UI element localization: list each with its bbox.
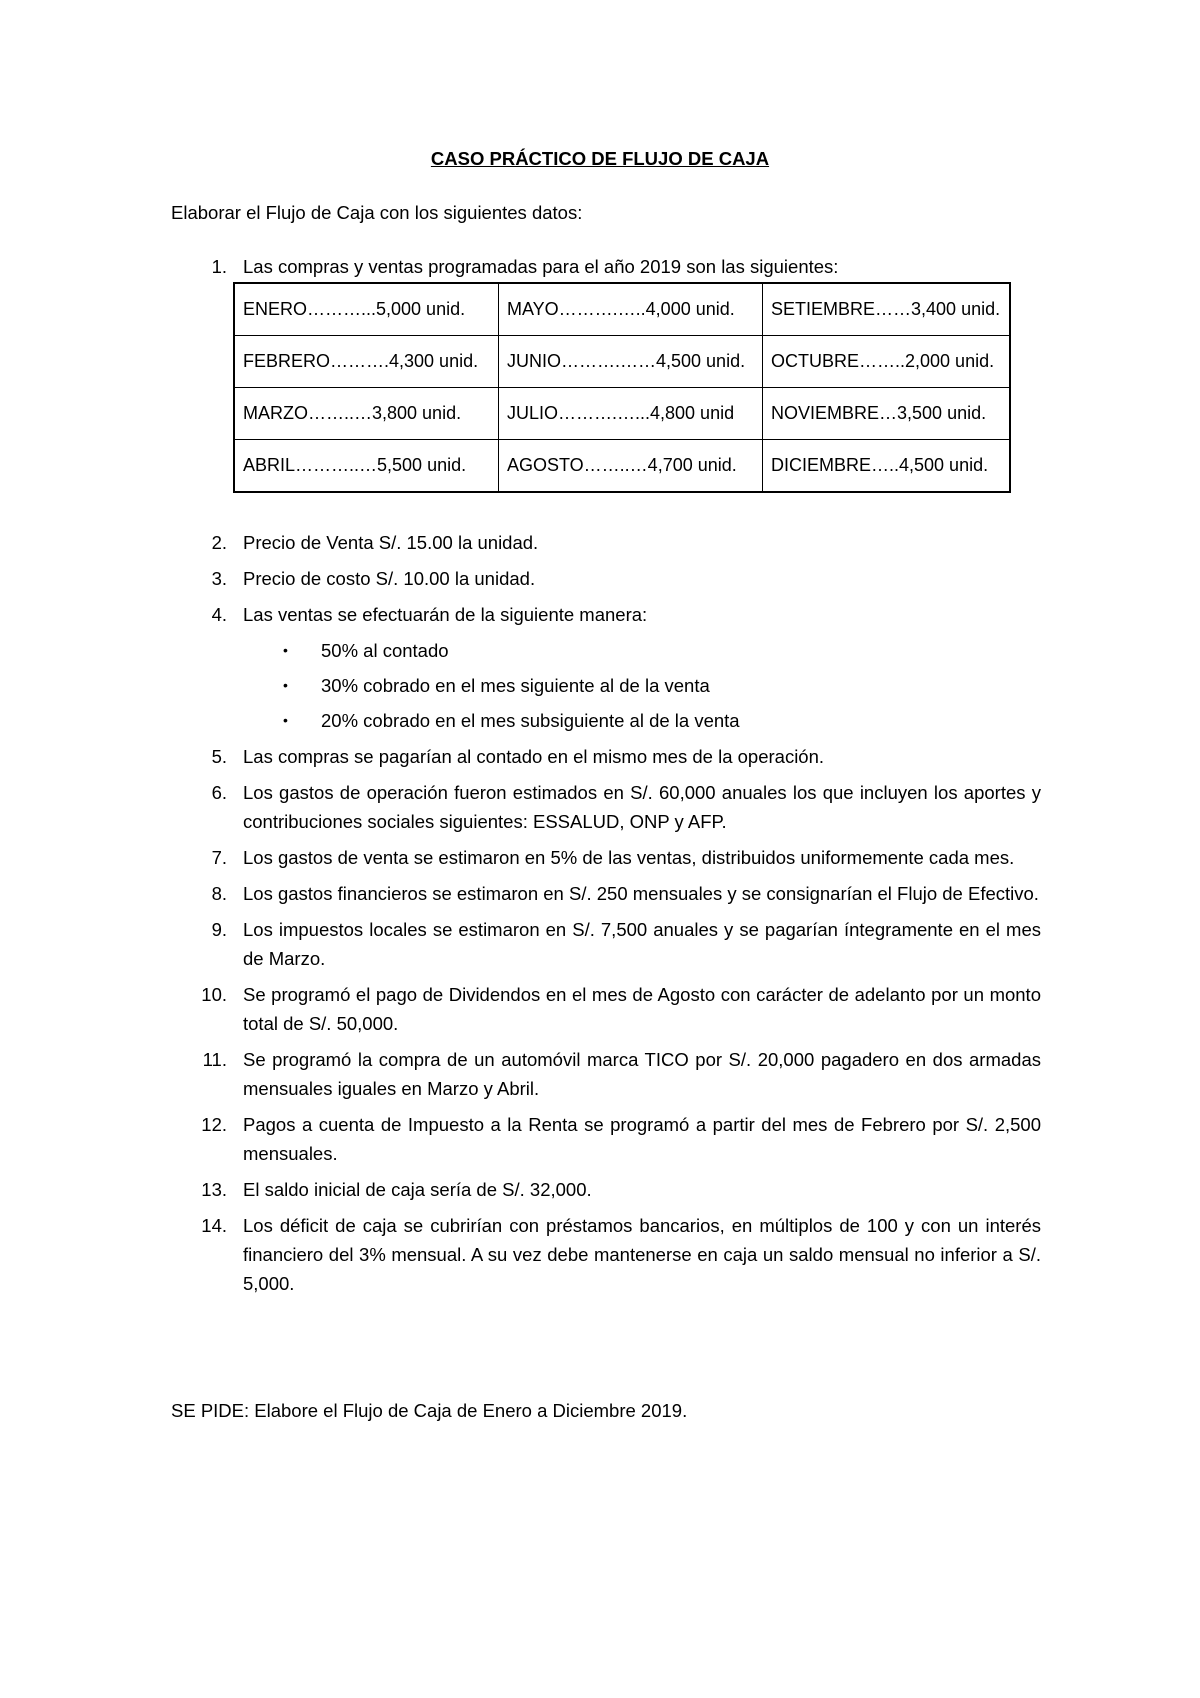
item-number: 5. <box>211 746 227 767</box>
item-number: 11. <box>202 1049 227 1070</box>
item-text: Se programó el pago de Dividendos en el mes de Agosto con carácter de adelanto por un monto total de S/. 50,000. <box>243 984 1041 1034</box>
item-number: 2. <box>211 532 227 553</box>
list-item-11 <box>171 1045 1041 1103</box>
item-text: Las compras se pagarían al contado en el mismo mes de la operación. <box>243 746 825 767</box>
item-text: Las ventas se efectuarán de la siguiente manera: <box>243 604 648 625</box>
bullet-text: 50% al contado <box>321 640 449 661</box>
table-cell: FEBRERO……….4,300 unid. <box>234 336 499 388</box>
bullet-list <box>171 636 1041 735</box>
item-text: Los gastos financieros se estimaron en S/. 250 mensuales y se consignarían el Flujo de Efectivo. <box>243 883 1039 904</box>
table-row <box>234 440 1010 493</box>
list-item-5 <box>171 742 1041 771</box>
item-number: 8. <box>211 883 227 904</box>
item-number: 13. <box>201 1179 227 1200</box>
table-cell: ABRIL………..…5,500 unid. <box>234 440 499 493</box>
table-cell: MARZO……..…3,800 unid. <box>234 388 499 440</box>
table-cell: ENERO………...5,000 unid. <box>234 283 499 336</box>
list-item-14 <box>171 1211 1041 1298</box>
table-cell: JUNIO……….……4,500 unid. <box>499 336 763 388</box>
table-cell: SETIEMBRE……3,400 unid. <box>763 283 1011 336</box>
item-text: Los gastos de operación fueron estimados en S/. 60,000 anuales los que incluyen los aportes y contribuciones sociales siguientes: ESSALUD, ONP y AFP. <box>243 782 1041 832</box>
bullet-item <box>171 636 1041 665</box>
page-title: CASO PRÁCTICO DE FLUJO DE CAJA <box>430 148 770 169</box>
list-item-12 <box>171 1110 1041 1168</box>
list-item-4 <box>171 600 1041 629</box>
bullet-text: 20% cobrado en el mes subsiguiente al de la venta <box>321 710 740 731</box>
numbered-list <box>171 528 1041 1305</box>
bullet-icon: • <box>283 677 288 693</box>
list-item-10 <box>171 980 1041 1038</box>
item-number: 6. <box>211 782 227 803</box>
item-text: Los impuestos locales se estimaron en S/. 7,500 anuales y se pagarían íntegramente en el mes de Marzo. <box>243 919 1041 969</box>
item-number: 10. <box>201 984 227 1005</box>
item-number: 3. <box>211 568 227 589</box>
item-number: 12. <box>201 1114 227 1135</box>
units-table <box>233 282 1011 493</box>
table-row <box>234 388 1010 440</box>
item-text: Precio de Venta S/. 15.00 la unidad. <box>243 532 539 553</box>
bullet-icon: • <box>283 642 288 658</box>
table-cell: DICIEMBRE…..4,500 unid. <box>763 440 1011 493</box>
intro-text: Elaborar el Flujo de Caja con los siguientes datos: <box>171 202 583 223</box>
item-text: Precio de costo S/. 10.00 la unidad. <box>243 568 536 589</box>
table-cell: AGOSTO……..…4,700 unid. <box>499 440 763 493</box>
table-cell: OCTUBRE……..2,000 unid. <box>763 336 1011 388</box>
list-item-8 <box>171 879 1041 908</box>
se-pide-text: SE PIDE: Elabore el Flujo de Caja de Enero a Diciembre 2019. <box>171 1400 688 1421</box>
table-cell: JULIO……….…...4,800 unid <box>499 388 763 440</box>
list-item-13 <box>171 1175 1041 1204</box>
list-item-3 <box>171 564 1041 593</box>
item-number: 14. <box>201 1215 227 1236</box>
list-item-2 <box>171 528 1041 557</box>
item-text: Los gastos de venta se estimaron en 5% de las ventas, distribuidos uniformemente cada mes. <box>243 847 1015 868</box>
item-number: 1. <box>211 256 227 277</box>
item-number: 9. <box>211 919 227 940</box>
list-item-7 <box>171 843 1041 872</box>
item-text: El saldo inicial de caja sería de S/. 32,000. <box>243 1179 592 1200</box>
bullet-text: 30% cobrado en el mes siguiente al de la venta <box>321 675 710 696</box>
bullet-item <box>171 706 1041 735</box>
bullet-item <box>171 671 1041 700</box>
list-item-9 <box>171 915 1041 973</box>
item-number: 7. <box>211 847 227 868</box>
item-number: 4. <box>211 604 227 625</box>
item-text: Pagos a cuenta de Impuesto a la Renta se programó a partir del mes de Febrero por S/. 2,500 mensuales. <box>243 1114 1041 1164</box>
item-text: Los déficit de caja se cubrirían con préstamos bancarios, en múltiplos de 100 y con un interés financiero del 3% mensual. A su vez debe mantenerse en caja un saldo mensual no inferior a S/. 5,000. <box>243 1215 1041 1294</box>
table-row <box>234 336 1010 388</box>
item-text: Se programó la compra de un automóvil marca TICO por S/. 20,000 pagadero en dos armadas mensuales iguales en Marzo y Abril. <box>243 1049 1041 1099</box>
bullet-icon: • <box>283 712 288 728</box>
table-cell: NOVIEMBRE…3,500 unid. <box>763 388 1011 440</box>
table-cell: MAYO……….…..4,000 unid. <box>499 283 763 336</box>
list-item-6 <box>171 778 1041 836</box>
table-row <box>234 283 1010 336</box>
item-text: Las compras y ventas programadas para el año 2019 son las siguientes: <box>243 256 839 277</box>
